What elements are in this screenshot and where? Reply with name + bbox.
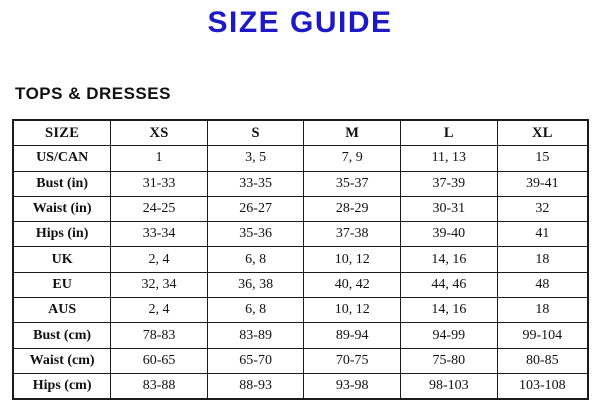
value-cell: 39-41 — [497, 171, 588, 196]
value-cell: 3, 5 — [207, 146, 304, 171]
table-row-hips-in- — [13, 222, 588, 247]
value-cell: 36, 38 — [207, 272, 304, 297]
value-cell: 14, 16 — [401, 247, 498, 272]
value-cell: 30-31 — [401, 196, 498, 221]
value-cell: 48 — [497, 272, 588, 297]
value-cell: 6, 8 — [207, 298, 304, 323]
table-body — [13, 146, 588, 399]
table-row-waist-in- — [13, 196, 588, 221]
row-label-cell: AUS — [13, 298, 111, 323]
value-cell: 28-29 — [304, 196, 401, 221]
table-row-bust-cm- — [13, 323, 588, 348]
row-label-cell: Bust (in) — [13, 171, 111, 196]
value-cell: 93-98 — [304, 373, 401, 399]
value-cell: 44, 46 — [401, 272, 498, 297]
size-chart-table — [12, 119, 589, 400]
value-cell: 24-25 — [111, 196, 208, 221]
header-cell-xs: XS — [111, 120, 208, 146]
header-cell-s: S — [207, 120, 304, 146]
value-cell: 70-75 — [304, 348, 401, 373]
value-cell: 83-89 — [207, 323, 304, 348]
table-row-uk — [13, 247, 588, 272]
table-row-us-can — [13, 146, 588, 171]
value-cell: 94-99 — [401, 323, 498, 348]
value-cell: 39-40 — [401, 222, 498, 247]
section-heading: TOPS & DRESSES — [15, 84, 171, 103]
row-label-cell: Waist (in) — [13, 196, 111, 221]
row-label-cell: EU — [13, 272, 111, 297]
row-label-cell: Bust (cm) — [13, 323, 111, 348]
value-cell: 18 — [497, 298, 588, 323]
value-cell: 83-88 — [111, 373, 208, 399]
header-cell-l: L — [401, 120, 498, 146]
page-title: SIZE GUIDE — [207, 6, 393, 39]
table-row-bust-in- — [13, 171, 588, 196]
value-cell: 37-39 — [401, 171, 498, 196]
value-cell: 40, 42 — [304, 272, 401, 297]
value-cell: 1 — [111, 146, 208, 171]
row-label-cell: Waist (cm) — [13, 348, 111, 373]
header-cell-m: M — [304, 120, 401, 146]
value-cell: 60-65 — [111, 348, 208, 373]
value-cell: 33-35 — [207, 171, 304, 196]
row-label-cell: US/CAN — [13, 146, 111, 171]
value-cell: 103-108 — [497, 373, 588, 399]
table-row-waist-cm- — [13, 348, 588, 373]
value-cell: 78-83 — [111, 323, 208, 348]
table-row-eu — [13, 272, 588, 297]
table-row-aus — [13, 298, 588, 323]
value-cell: 65-70 — [207, 348, 304, 373]
row-label-cell: UK — [13, 247, 111, 272]
table-row-hips-cm- — [13, 373, 588, 399]
table-header-row — [13, 120, 588, 146]
value-cell: 41 — [497, 222, 588, 247]
value-cell: 37-38 — [304, 222, 401, 247]
value-cell: 75-80 — [401, 348, 498, 373]
header-cell-xl: XL — [497, 120, 588, 146]
value-cell: 32, 34 — [111, 272, 208, 297]
value-cell: 15 — [497, 146, 588, 171]
value-cell: 35-36 — [207, 222, 304, 247]
value-cell: 98-103 — [401, 373, 498, 399]
value-cell: 99-104 — [497, 323, 588, 348]
value-cell: 33-34 — [111, 222, 208, 247]
row-label-cell: Hips (cm) — [13, 373, 111, 399]
value-cell: 26-27 — [207, 196, 304, 221]
value-cell: 31-33 — [111, 171, 208, 196]
value-cell: 2, 4 — [111, 247, 208, 272]
row-label-cell: Hips (in) — [13, 222, 111, 247]
value-cell: 88-93 — [207, 373, 304, 399]
value-cell: 6, 8 — [207, 247, 304, 272]
value-cell: 10, 12 — [304, 247, 401, 272]
value-cell: 7, 9 — [304, 146, 401, 171]
header-cell-size: SIZE — [13, 120, 111, 146]
value-cell: 89-94 — [304, 323, 401, 348]
value-cell: 18 — [497, 247, 588, 272]
value-cell: 35-37 — [304, 171, 401, 196]
value-cell: 80-85 — [497, 348, 588, 373]
value-cell: 2, 4 — [111, 298, 208, 323]
value-cell: 32 — [497, 196, 588, 221]
value-cell: 14, 16 — [401, 298, 498, 323]
value-cell: 11, 13 — [401, 146, 498, 171]
value-cell: 10, 12 — [304, 298, 401, 323]
